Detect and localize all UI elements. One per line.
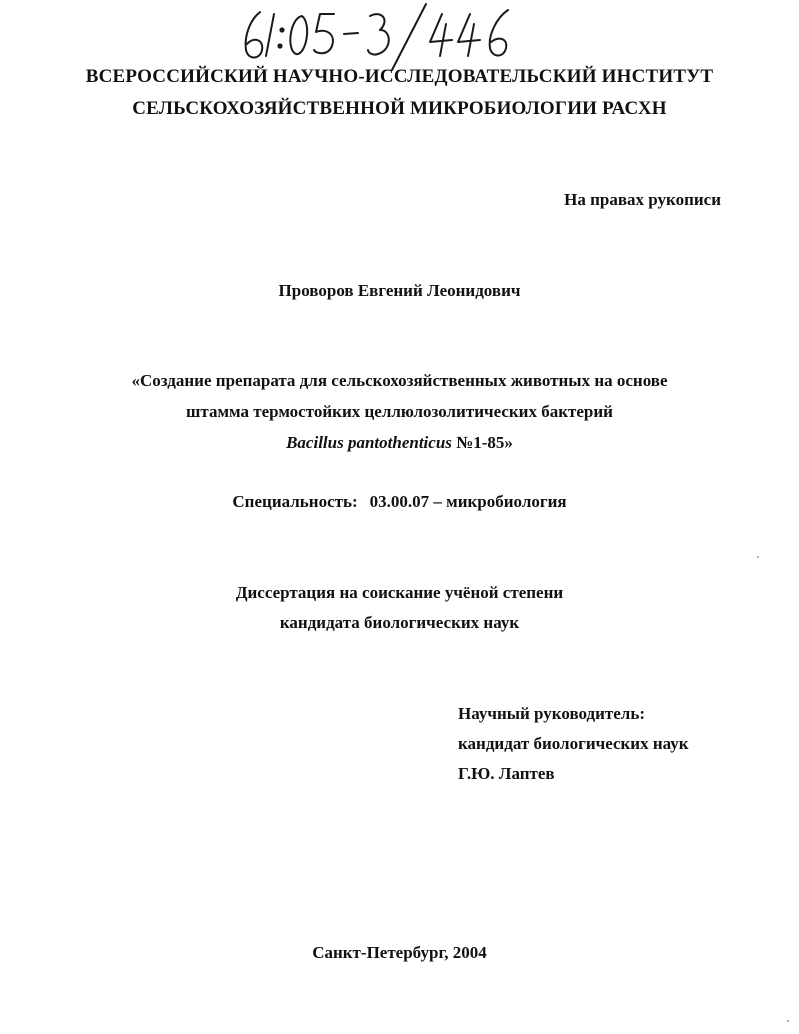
supervisor-label: Научный руководитель: <box>458 704 645 723</box>
strain-number: №1-85» <box>451 433 513 452</box>
title-line3 <box>0 433 799 453</box>
dissertation-line2: кандидата биологических наук <box>279 613 520 632</box>
institute-name-line1: ВСЕРОССИЙСКИЙ НАУЧНО-ИССЛЕДОВАТЕЛЬСКИЙ ИНСТИТУТ <box>85 66 714 87</box>
scan-speck <box>757 556 759 558</box>
place-and-year: Санкт-Петербург, 2004 <box>312 943 487 962</box>
dissertation-line1: Диссертация на соискание учёной степени <box>235 583 564 602</box>
manuscript-rights-note: На правах рукописи <box>564 190 721 209</box>
title-line1: «Создание препарата для сельскохозяйственных животных на основе <box>131 371 668 390</box>
author-name: Проворов Евгений Леонидович <box>278 281 521 300</box>
supervisor-name: Г.Ю. Лаптев <box>458 764 555 783</box>
scan-speck <box>787 1020 789 1022</box>
bacteria-species-name: Bacillus pantothenticus <box>286 433 452 452</box>
handwritten-archive-number <box>230 0 520 72</box>
specialty-value: 03.00.07 – микробиология <box>369 492 567 511</box>
institute-name-line2: СЕЛЬСКОХОЗЯЙСТВЕННОЙ МИКРОБИОЛОГИИ РАСХН <box>132 98 667 119</box>
title-line2: штамма термостойких целлюлозолитических бактерий <box>186 402 613 421</box>
specialty-line <box>0 492 799 512</box>
supervisor-degree: кандидат биологических наук <box>458 734 689 753</box>
specialty-label: Специальность: <box>232 492 358 511</box>
